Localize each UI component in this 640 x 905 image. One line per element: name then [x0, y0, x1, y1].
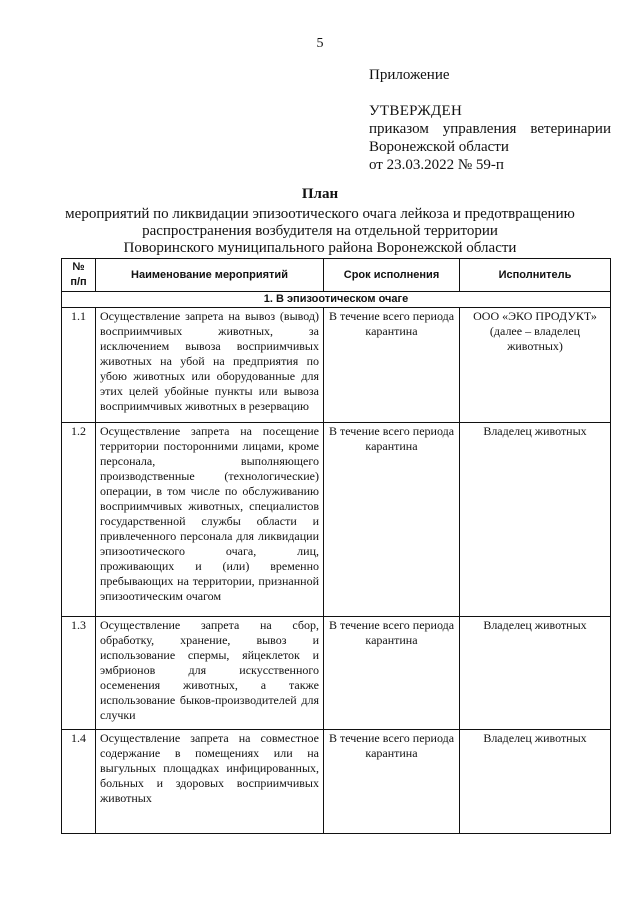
- row-number: 1.3: [62, 617, 96, 730]
- approval-order-ref: от 23.03.2022 № 59-п: [369, 157, 504, 173]
- row-executor: ООО «ЭКО ПРОДУКТ» (далее – владелец животных): [460, 308, 611, 423]
- table-header-row: [62, 259, 611, 292]
- row-measure: Осуществление запрета на сбор, обработку, хранение, вывоз и использование спермы, яйцеклеток и эмбрионов для искусственного осеменения животных, а также использование быков-производителей для случки: [96, 617, 324, 730]
- row-measure: Осуществление запрета на посещение территории посторонними лицами, кроме персонала, выполняющего производственные (технологические) операции, в том числе по обслуживанию восприимчивых животных, специалистов государственной службы области и привлеченного персонала для ликвидации эпизоотического очага, лиц, проживающих и (или) временно пребывающих на территории, признанной эпизоотическим очагом: [96, 423, 324, 617]
- approval-block: [369, 66, 611, 174]
- table-row: [62, 423, 611, 617]
- table-row: [62, 617, 611, 730]
- row-executor: Владелец животных: [460, 617, 611, 730]
- row-number: 1.1: [62, 308, 96, 423]
- plan-subtitle: [40, 206, 600, 257]
- approval-order-line: приказом управления ветеринарии: [369, 121, 611, 137]
- row-term: В течение всего периода карантина: [324, 423, 460, 617]
- row-executor: Владелец животных: [460, 730, 611, 834]
- approval-region: Воронежской области: [369, 139, 509, 155]
- approved-label: УТВЕРЖДЕН: [369, 103, 463, 119]
- header-term: Срок исполнения: [324, 259, 460, 292]
- section-title: 1. В эпизоотическом очаге: [62, 292, 611, 308]
- row-number: 1.2: [62, 423, 96, 617]
- plan-subtitle-line: Поворинского муниципального района Воронежской области: [123, 240, 517, 256]
- section-row: [62, 292, 611, 308]
- header-name: Наименование мероприятий: [96, 259, 324, 292]
- table-row: [62, 308, 611, 423]
- plan-title: План: [301, 186, 339, 202]
- plan-subtitle-line: мероприятий по ликвидации эпизоотического очага лейкоза и предотвращению: [65, 206, 575, 222]
- appendix-label: Приложение: [369, 67, 450, 83]
- row-executor: Владелец животных: [460, 423, 611, 617]
- header-num: № п/п: [62, 259, 96, 292]
- row-term: В течение всего периода карантина: [324, 308, 460, 423]
- plan-table: [61, 258, 611, 834]
- page-number: 5: [316, 36, 324, 51]
- row-measure: Осуществление запрета на вывоз (вывод) восприимчивых животных, за исключением вывоза восприимчивых животных на убой на предприятия по убою животных или оборудованные для этих целей убойные пункты или вывоза восприимчивых животных в резервацию: [96, 308, 324, 423]
- row-measure: Осуществление запрета на совместное содержание в помещениях или на выгульных площадках инфицированных, больных и здоровых восприимчивых животных: [96, 730, 324, 834]
- header-executor: Исполнитель: [460, 259, 611, 292]
- row-number: 1.4: [62, 730, 96, 834]
- row-term: В течение всего периода карантина: [324, 617, 460, 730]
- table-row: [62, 730, 611, 834]
- plan-subtitle-line: распространения возбудителя на отдельной территории: [142, 223, 498, 239]
- row-term: В течение всего периода карантина: [324, 730, 460, 834]
